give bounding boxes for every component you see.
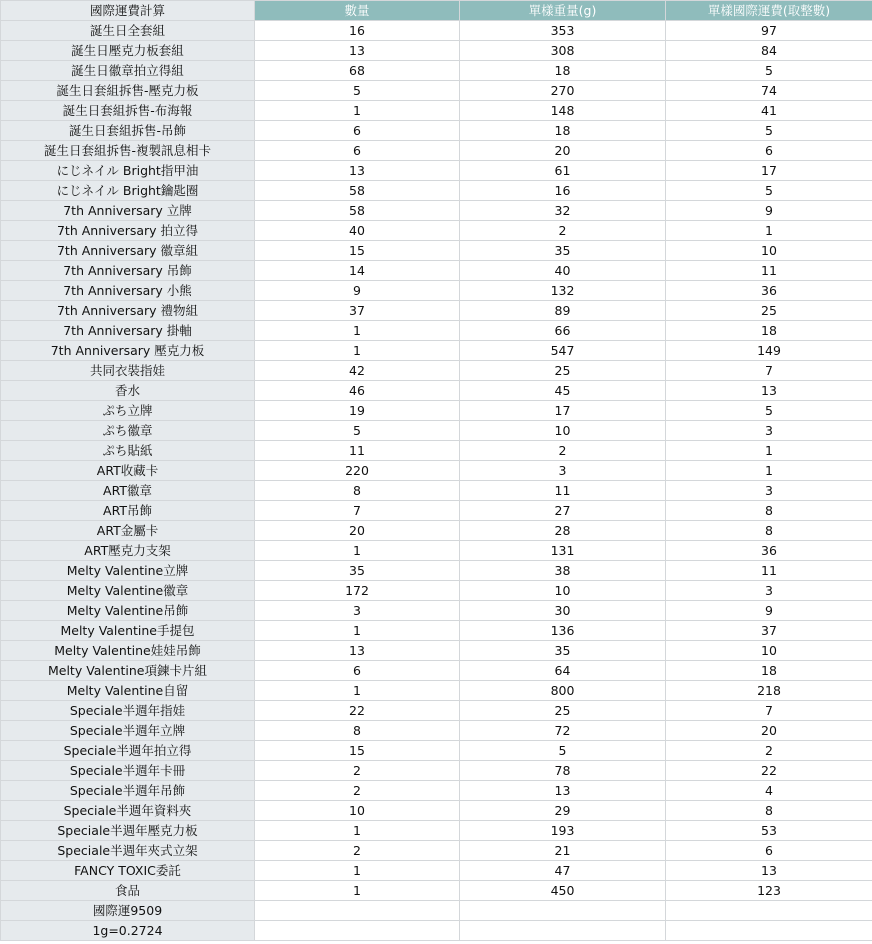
quantity-cell[interactable]: 15 [255,241,460,261]
unit-weight-cell[interactable]: 10 [460,421,666,441]
unit-fee-cell[interactable]: 9 [666,201,872,221]
unit-fee-cell[interactable]: 25 [666,301,872,321]
item-name-cell[interactable]: 誕生日套組拆售-複製訊息相卡 [1,141,255,161]
unit-fee-cell[interactable]: 7 [666,701,872,721]
item-name-cell[interactable]: ART壓克力支架 [1,541,255,561]
unit-fee-cell[interactable]: 36 [666,281,872,301]
item-name-cell[interactable]: Speciale半週年壓克力板 [1,821,255,841]
unit-weight-cell[interactable]: 148 [460,101,666,121]
quantity-cell[interactable]: 16 [255,21,460,41]
unit-fee-cell[interactable] [666,921,872,941]
unit-fee-cell[interactable]: 10 [666,641,872,661]
unit-fee-cell[interactable]: 6 [666,141,872,161]
unit-fee-cell[interactable]: 22 [666,761,872,781]
unit-fee-cell[interactable]: 7 [666,361,872,381]
header-unit-weight[interactable]: 單樣重量(g) [460,1,666,21]
quantity-cell[interactable]: 13 [255,161,460,181]
unit-fee-cell[interactable]: 149 [666,341,872,361]
quantity-cell[interactable]: 1 [255,541,460,561]
quantity-cell[interactable]: 8 [255,721,460,741]
table-row [1,621,872,641]
item-name-cell[interactable]: 共同衣裝指娃 [1,361,255,381]
unit-fee-cell[interactable]: 74 [666,81,872,101]
item-name-cell[interactable]: ぷち立牌 [1,401,255,421]
unit-weight-cell[interactable]: 13 [460,781,666,801]
quantity-cell[interactable]: 2 [255,761,460,781]
unit-weight-cell[interactable]: 193 [460,821,666,841]
table-row [1,661,872,681]
quantity-cell[interactable]: 68 [255,61,460,81]
item-name-cell[interactable]: 7th Anniversary 禮物組 [1,301,255,321]
unit-weight-cell[interactable]: 32 [460,201,666,221]
table-row [1,721,872,741]
table-row [1,701,872,721]
quantity-cell[interactable]: 1 [255,881,460,901]
quantity-cell[interactable]: 5 [255,421,460,441]
unit-fee-cell[interactable]: 5 [666,121,872,141]
unit-fee-cell[interactable]: 8 [666,501,872,521]
unit-fee-cell[interactable]: 3 [666,481,872,501]
item-name-cell[interactable]: Speciale半週年拍立得 [1,741,255,761]
item-name-cell[interactable]: 誕生日壓克力板套組 [1,41,255,61]
item-name-cell[interactable]: ART收藏卡 [1,461,255,481]
unit-fee-cell[interactable]: 8 [666,521,872,541]
unit-weight-cell[interactable]: 64 [460,661,666,681]
quantity-cell[interactable]: 1 [255,621,460,641]
unit-weight-cell[interactable]: 10 [460,581,666,601]
unit-fee-cell[interactable]: 37 [666,621,872,641]
table-row [1,401,872,421]
item-name-cell[interactable]: ぷち貼紙 [1,441,255,461]
quantity-cell[interactable]: 6 [255,121,460,141]
table-row [1,421,872,441]
table-row [1,381,872,401]
table-row [1,861,872,881]
unit-weight-cell[interactable]: 45 [460,381,666,401]
quantity-cell[interactable] [255,921,460,941]
unit-fee-cell[interactable]: 2 [666,741,872,761]
quantity-cell[interactable]: 35 [255,561,460,581]
item-name-cell[interactable]: Melty Valentine吊飾 [1,601,255,621]
unit-weight-cell[interactable]: 270 [460,81,666,101]
item-name-cell[interactable]: Melty Valentine娃娃吊飾 [1,641,255,661]
quantity-cell[interactable]: 11 [255,441,460,461]
table-row [1,741,872,761]
item-name-cell[interactable]: Speciale半週年卡冊 [1,761,255,781]
quantity-cell[interactable]: 9 [255,281,460,301]
item-name-cell[interactable]: にじネイル Bright指甲油 [1,161,255,181]
unit-fee-cell[interactable]: 5 [666,61,872,81]
item-name-cell[interactable]: FANCY TOXIC委託 [1,861,255,881]
table-row [1,821,872,841]
quantity-cell[interactable] [255,901,460,921]
unit-weight-cell[interactable]: 3 [460,461,666,481]
unit-weight-cell[interactable]: 35 [460,241,666,261]
unit-fee-cell[interactable]: 13 [666,861,872,881]
unit-weight-cell[interactable]: 11 [460,481,666,501]
quantity-cell[interactable]: 220 [255,461,460,481]
unit-weight-cell[interactable]: 47 [460,861,666,881]
quantity-cell[interactable]: 7 [255,501,460,521]
quantity-cell[interactable]: 2 [255,841,460,861]
unit-fee-cell[interactable]: 11 [666,261,872,281]
unit-weight-cell[interactable]: 28 [460,521,666,541]
item-name-cell[interactable]: 7th Anniversary 壓克力板 [1,341,255,361]
quantity-cell[interactable]: 5 [255,81,460,101]
quantity-cell[interactable]: 10 [255,801,460,821]
unit-weight-cell[interactable]: 5 [460,741,666,761]
unit-weight-cell[interactable]: 89 [460,301,666,321]
quantity-cell[interactable]: 1 [255,341,460,361]
item-name-cell[interactable]: 7th Anniversary 吊飾 [1,261,255,281]
item-name-cell[interactable]: 1g=0.2724 [1,921,255,941]
unit-fee-cell[interactable]: 1 [666,221,872,241]
table-row [1,161,872,181]
quantity-cell[interactable]: 40 [255,221,460,241]
table-row [1,101,872,121]
unit-weight-cell[interactable]: 66 [460,321,666,341]
table-row [1,581,872,601]
table-row [1,321,872,341]
unit-fee-cell[interactable]: 8 [666,801,872,821]
unit-fee-cell[interactable]: 53 [666,821,872,841]
unit-weight-cell[interactable]: 40 [460,261,666,281]
table-row [1,301,872,321]
item-name-cell[interactable]: Speciale半週年夾式立架 [1,841,255,861]
quantity-cell[interactable]: 6 [255,141,460,161]
table-row [1,561,872,581]
unit-weight-cell[interactable]: 2 [460,221,666,241]
item-name-cell[interactable]: 食品 [1,881,255,901]
item-name-cell[interactable]: 誕生日徽章拍立得組 [1,61,255,81]
table-row [1,481,872,501]
unit-weight-cell[interactable]: 30 [460,601,666,621]
quantity-cell[interactable]: 1 [255,321,460,341]
unit-weight-cell[interactable]: 136 [460,621,666,641]
unit-fee-cell[interactable]: 3 [666,581,872,601]
item-name-cell[interactable]: ART金屬卡 [1,521,255,541]
table-row [1,901,872,921]
quantity-cell[interactable]: 20 [255,521,460,541]
unit-weight-cell[interactable]: 800 [460,681,666,701]
unit-weight-cell[interactable]: 25 [460,701,666,721]
item-name-cell[interactable]: Speciale半週年立牌 [1,721,255,741]
quantity-cell[interactable]: 1 [255,861,460,881]
quantity-cell[interactable]: 19 [255,401,460,421]
item-name-cell[interactable]: Melty Valentine手提包 [1,621,255,641]
header-item-name[interactable]: 國際運費計算 [1,1,255,21]
quantity-cell[interactable]: 8 [255,481,460,501]
unit-fee-cell[interactable]: 11 [666,561,872,581]
table-row [1,21,872,41]
unit-fee-cell[interactable]: 10 [666,241,872,261]
unit-weight-cell[interactable]: 16 [460,181,666,201]
unit-weight-cell[interactable]: 18 [460,121,666,141]
item-name-cell[interactable]: 誕生日套組拆售-布海報 [1,101,255,121]
unit-fee-cell[interactable]: 84 [666,41,872,61]
table-row [1,261,872,281]
table-row [1,801,872,821]
unit-weight-cell[interactable]: 131 [460,541,666,561]
unit-weight-cell[interactable]: 132 [460,281,666,301]
quantity-cell[interactable]: 1 [255,681,460,701]
table-row [1,881,872,901]
unit-fee-cell[interactable]: 9 [666,601,872,621]
table-row [1,441,872,461]
unit-weight-cell[interactable]: 78 [460,761,666,781]
unit-fee-cell[interactable]: 1 [666,441,872,461]
quantity-cell[interactable]: 46 [255,381,460,401]
table-row [1,761,872,781]
table-row [1,201,872,221]
unit-weight-cell[interactable]: 353 [460,21,666,41]
table-row [1,41,872,61]
unit-weight-cell[interactable]: 18 [460,61,666,81]
quantity-cell[interactable]: 1 [255,101,460,121]
item-name-cell[interactable]: ART吊飾 [1,501,255,521]
unit-fee-cell[interactable]: 41 [666,101,872,121]
item-name-cell[interactable]: 國際運9509 [1,901,255,921]
quantity-cell[interactable]: 3 [255,601,460,621]
item-name-cell[interactable]: 誕生日套組拆售-吊飾 [1,121,255,141]
table-row [1,841,872,861]
item-name-cell[interactable]: Melty Valentine立牌 [1,561,255,581]
unit-weight-cell[interactable]: 38 [460,561,666,581]
table-row [1,181,872,201]
header-row [1,1,872,21]
quantity-cell[interactable]: 1 [255,821,460,841]
unit-weight-cell[interactable]: 547 [460,341,666,361]
unit-fee-cell[interactable]: 18 [666,661,872,681]
item-name-cell[interactable]: 7th Anniversary 掛軸 [1,321,255,341]
quantity-cell[interactable]: 58 [255,181,460,201]
unit-fee-cell[interactable]: 6 [666,841,872,861]
table-row [1,921,872,941]
item-name-cell[interactable]: 香水 [1,381,255,401]
unit-fee-cell[interactable]: 4 [666,781,872,801]
item-name-cell[interactable]: 7th Anniversary 立牌 [1,201,255,221]
table-row [1,781,872,801]
unit-fee-cell[interactable]: 36 [666,541,872,561]
unit-fee-cell[interactable]: 5 [666,401,872,421]
table-row [1,641,872,661]
quantity-cell[interactable]: 6 [255,661,460,681]
unit-weight-cell[interactable]: 21 [460,841,666,861]
unit-fee-cell[interactable]: 13 [666,381,872,401]
item-name-cell[interactable]: 7th Anniversary 小熊 [1,281,255,301]
quantity-cell[interactable]: 15 [255,741,460,761]
unit-fee-cell[interactable]: 3 [666,421,872,441]
item-name-cell[interactable]: 誕生日全套組 [1,21,255,41]
item-name-cell[interactable]: ぷち徽章 [1,421,255,441]
item-name-cell[interactable]: 7th Anniversary 徽章組 [1,241,255,261]
unit-fee-cell[interactable]: 17 [666,161,872,181]
table-row [1,461,872,481]
unit-fee-cell[interactable]: 123 [666,881,872,901]
quantity-cell[interactable]: 2 [255,781,460,801]
table-row [1,81,872,101]
unit-fee-cell[interactable] [666,901,872,921]
quantity-cell[interactable]: 172 [255,581,460,601]
table-row [1,241,872,261]
table-row [1,541,872,561]
item-name-cell[interactable]: Melty Valentine項鍊卡片組 [1,661,255,681]
unit-weight-cell[interactable] [460,921,666,941]
item-name-cell[interactable]: にじネイル Bright鑰匙圈 [1,181,255,201]
unit-fee-cell[interactable]: 20 [666,721,872,741]
item-name-cell[interactable]: Melty Valentine徽章 [1,581,255,601]
item-name-cell[interactable]: 7th Anniversary 拍立得 [1,221,255,241]
table-row [1,501,872,521]
quantity-cell[interactable]: 58 [255,201,460,221]
unit-fee-cell[interactable]: 5 [666,181,872,201]
quantity-cell[interactable]: 22 [255,701,460,721]
unit-weight-cell[interactable]: 35 [460,641,666,661]
unit-weight-cell[interactable]: 25 [460,361,666,381]
quantity-cell[interactable]: 37 [255,301,460,321]
item-name-cell[interactable]: Speciale半週年資料夾 [1,801,255,821]
header-quantity[interactable]: 數量 [255,1,460,21]
item-name-cell[interactable]: ART徽章 [1,481,255,501]
table-row [1,121,872,141]
unit-fee-cell[interactable]: 18 [666,321,872,341]
unit-fee-cell[interactable]: 97 [666,21,872,41]
unit-weight-cell[interactable]: 450 [460,881,666,901]
header-unit-fee[interactable]: 單樣國際運費(取整數) [666,1,872,21]
unit-fee-cell[interactable]: 218 [666,681,872,701]
unit-weight-cell[interactable] [460,901,666,921]
table-row [1,141,872,161]
table-row [1,221,872,241]
unit-weight-cell[interactable]: 2 [460,441,666,461]
quantity-cell[interactable]: 13 [255,41,460,61]
unit-weight-cell[interactable]: 17 [460,401,666,421]
item-name-cell[interactable]: Speciale半週年吊飾 [1,781,255,801]
table-row [1,681,872,701]
unit-weight-cell[interactable]: 308 [460,41,666,61]
item-name-cell[interactable]: Speciale半週年指娃 [1,701,255,721]
quantity-cell[interactable]: 13 [255,641,460,661]
quantity-cell[interactable]: 42 [255,361,460,381]
table-row [1,601,872,621]
table-row [1,341,872,361]
table-row [1,61,872,81]
quantity-cell[interactable]: 14 [255,261,460,281]
unit-fee-cell[interactable]: 1 [666,461,872,481]
unit-weight-cell[interactable]: 61 [460,161,666,181]
table-row [1,361,872,381]
unit-weight-cell[interactable]: 27 [460,501,666,521]
unit-weight-cell[interactable]: 29 [460,801,666,821]
table-row [1,521,872,541]
item-name-cell[interactable]: 誕生日套組拆售-壓克力板 [1,81,255,101]
table-row [1,281,872,301]
item-name-cell[interactable]: Melty Valentine自留 [1,681,255,701]
unit-weight-cell[interactable]: 20 [460,141,666,161]
unit-weight-cell[interactable]: 72 [460,721,666,741]
